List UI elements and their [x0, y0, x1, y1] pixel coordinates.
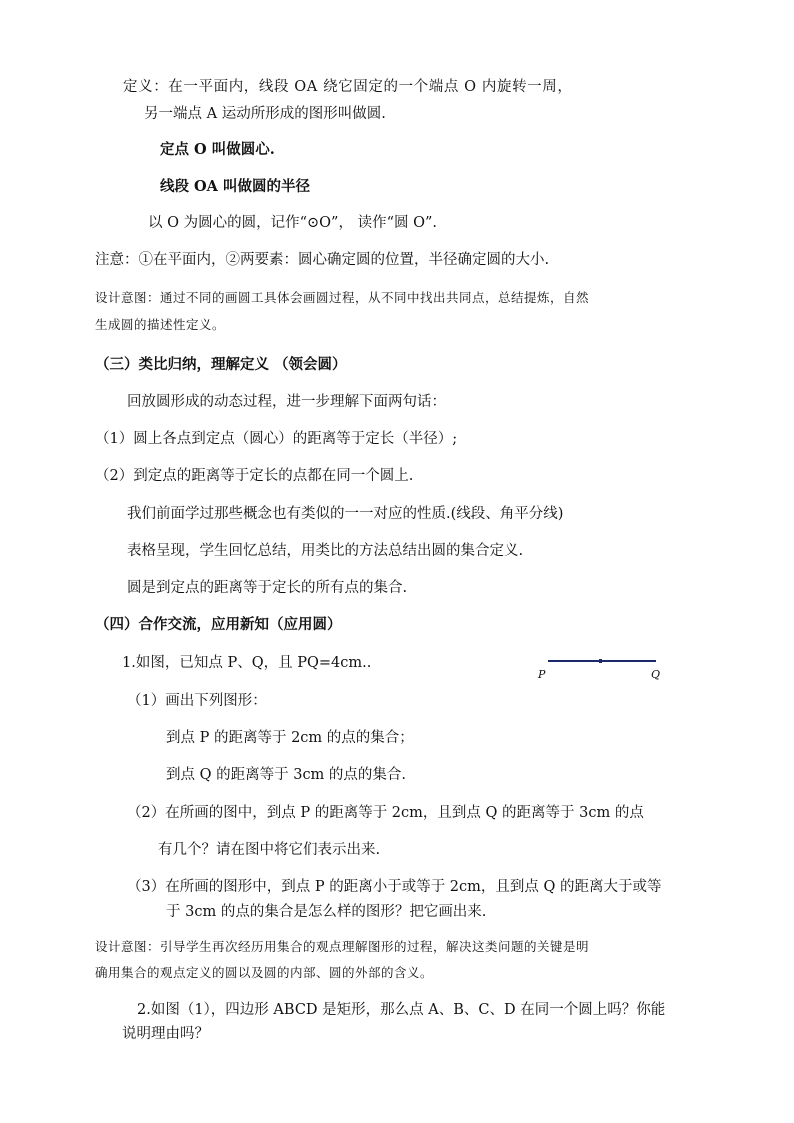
point-1: （1）圆上各点到定点（圆心）的距离等于定长（半径）; — [95, 431, 458, 447]
question-1-part-1b: 到点 Q 的距离等于 3cm 的点的集合. — [166, 767, 407, 783]
radius-definition: 线段 OA 叫做圆的半径 — [160, 178, 310, 195]
question-2-line-1: 2.如图（1），四边形 ABCD 是矩形，那么点 A、B、C、D 在同一个圆上吗？你能 — [137, 1002, 666, 1018]
section-3-heading: （三）类比归纳，理解定义 （领会圆） — [95, 356, 347, 373]
point-p-label: P — [538, 668, 546, 681]
question-1-part-2-line-2: 有几个？请在图中将它们表示出来. — [158, 842, 381, 858]
design-intent-2-line-2: 确用集合的观点定义的圆以及圆的内部、圆的外部的含义。 — [95, 965, 434, 980]
design-intent-2-line-1: 设计意图：引导学生再次经历用集合的观点理解图形的过程，解决这类问题的关键是明 — [95, 939, 590, 954]
question-1: 1.如图，已知点 P、Q，且 PQ=4cm.. — [122, 655, 372, 671]
question-2-line-2: 说明理由吗？ — [122, 1026, 209, 1042]
point-q-label: Q — [651, 668, 661, 681]
set-definition-line: 圆是到定点的距离等于定长的所有点的集合. — [127, 580, 408, 596]
section-4-heading: （四）合作交流，应用新知（应用圆） — [95, 616, 342, 633]
question-1-part-1: （1）画出下列图形： — [127, 693, 267, 709]
definition-line-2: 另一端点 A 运动所形成的图形叫做圆. — [144, 106, 386, 122]
question-1-part-2-line-1: （2）在所画的图中，到点 P 的距离等于 2cm，且到点 Q 的距离等于 3cm 的点 — [127, 805, 644, 821]
recall-line: 回放圆形成的动态过程，进一步理解下面两句话： — [127, 394, 446, 410]
design-intent-1-line-2: 生成圆的描述性定义。 — [95, 317, 226, 332]
design-intent-1-line-1: 设计意图：通过不同的画圆工具体会画圆过程，从不同中找出共同点，总结提炼，自然 — [95, 290, 590, 305]
question-1-part-3-line-2: 于 3cm 的点的集合是怎么样的图形？把它画出来. — [166, 904, 487, 920]
note-line: 注意：①在平面内，②两要素：圆心确定圆的位置，半径确定圆的大小. — [95, 252, 550, 268]
prior-concepts-line: 我们前面学过那些概念也有类似的一一对应的性质.(线段、角平分线) — [127, 506, 564, 522]
definition-line-1: 定义：在一平面内，线段 OA 绕它固定的一个端点 O 内旋转一周， — [123, 79, 573, 95]
segment-midpoint-mark — [599, 659, 602, 663]
table-line: 表格呈现，学生回忆总结，用类比的方法总结出圆的集合定义. — [127, 543, 524, 559]
point-2: （2）到定点的距离等于定长的点都在同一个圆上. — [95, 468, 414, 484]
center-definition: 定点 O 叫做圆心. — [160, 141, 275, 158]
segment-pq-line — [548, 660, 656, 662]
notation-line: 以 O 为圆心的圆，记作“⊙O”， 读作“圆 O”. — [148, 215, 438, 231]
question-1-part-1a: 到点 P 的距离等于 2cm 的点的集合； — [166, 730, 414, 746]
question-1-part-3-line-1: （3）在所画的图形中，到点 P 的距离小于或等于 2cm，且到点 Q 的距离大于或等 — [127, 879, 662, 895]
